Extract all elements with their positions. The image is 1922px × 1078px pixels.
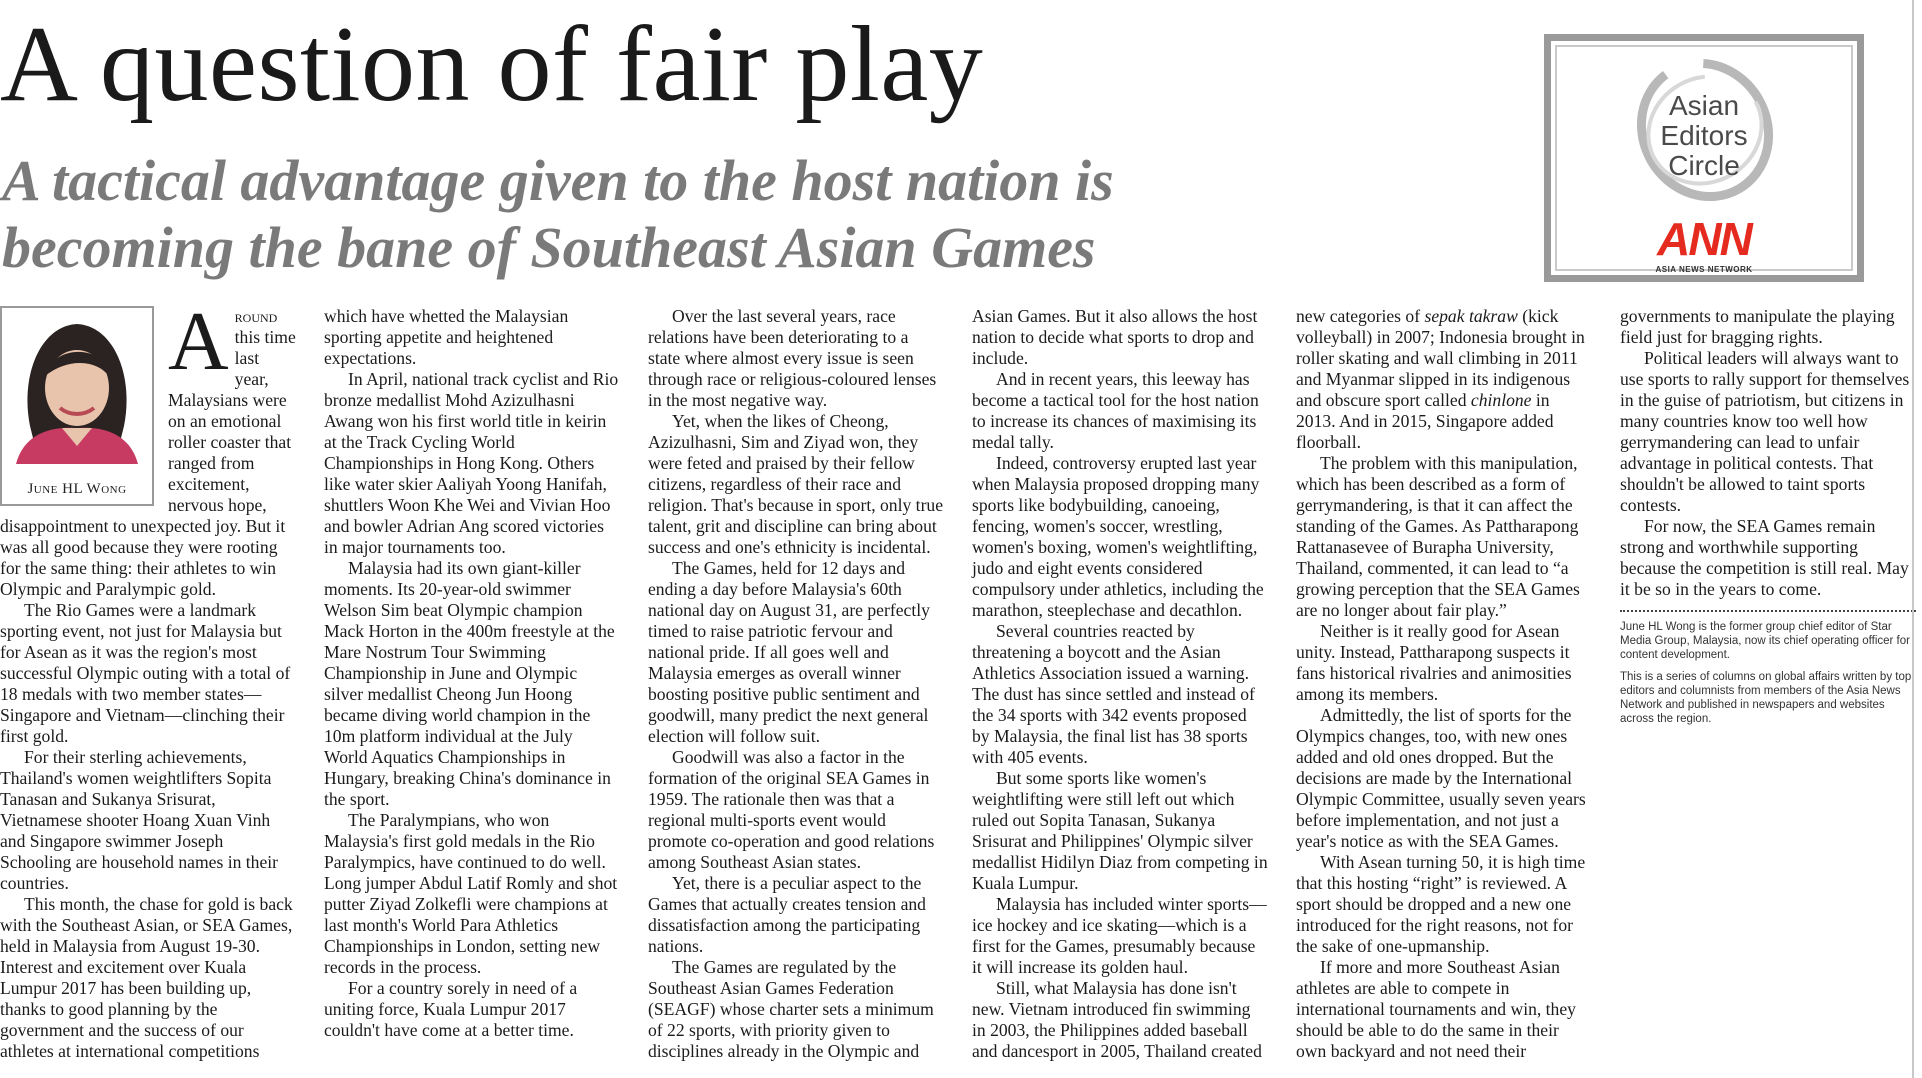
bio-line-2: This is a series of columns on global affairs written by top editors and columnists from members of the Asia News Network and published in newspapers and websites across the region. (1620, 671, 1912, 725)
headline: A question of fair play (0, 5, 984, 124)
paragraph-4: This month, the chase for gold is back with the Southeast Asian, or SEA Games, held in Malaysia from August 19-30. Interest and excitement over Kuala Lumpur 2017 has been building up, thanks to good planning by the government and the success of our athletes at international competitions which have whetted the Malaysian sporting appetite and heightened expectations. (0, 306, 569, 1061)
author-portrait-icon (10, 316, 144, 464)
paragraph-20-part-a: Still, what Malaysia has done isn't new. Vietnam introduced fin swimming in 2003, the Philippines added baseball and dancesport in 2005, Thailand created new categories of (972, 306, 1425, 1061)
paragraph-22: Neither is it really good for Asean unity. Instead, Pattharapong suspects it fans historical rivalries and animosities among its members. (1296, 621, 1572, 704)
paragraph-9: Over the last several years, race relations have been deteriorating to a state where almost every issue is seen through race or religious-coloured lenses in the most negative way. (648, 306, 937, 410)
paragraph-23: Admittedly, the list of sports for the Olympics changes, too, with new ones added and old ones dropped. But the decisions are made by the International Olympic Committee, usually seven years before implementation, and not just a year's notice as with the SEA Games. (1296, 705, 1586, 851)
paragraph-5: In April, national track cyclist and Rio bronze medallist Mohd Azizulhasni Awang won his first world title in keirin at the Track Cycling World Championships in Hong Kong. Others like water skier Aaliyah Yoong Hanifah, shuttlers Woon Khe Wei and Vivian Hoo and bowler Adrian Ang scored victories in major tournaments too. (324, 369, 619, 557)
paragraph-11: The Games, held for 12 days and ending a day before Malaysia's 60th national day on August 31, are perfectly timed to raise patriotic fervour and national pride. If all goes well and Malaysia emerges as overall winner boosting positive public sentiment and goodwill, many predict the next general election will follow suit. (648, 558, 930, 746)
logo-text-line3: Circle (1668, 150, 1740, 181)
paragraph-13: Yet, there is a peculiar aspect to the Games that actually creates tension and dissatisfaction among the participating nations. (648, 873, 926, 956)
emphasis-chinlone: chinlone (1470, 390, 1532, 410)
right-edge-rule (1912, 0, 1914, 1078)
asian-editors-circle-logo (1544, 34, 1864, 282)
paragraph-6: Malaysia had its own giant-killer moments. Its 20-year-old swimmer Welson Sim beat Olympic champion Mack Horton in the 400m freestyle at the Mare Nostrum Tour Swimming Championship in June and Olympic silver medallist Cheong Jun Hoong became diving world champion in the 10m platform individual at the July World Aquatics Championships in Hungary, breaking China's dominance in the sport. (324, 558, 615, 809)
paragraph-26: Political leaders will always want to use sports to rally support for themselves in the guise of patriotism, but citizens in many countries know too well how gerrymandering can lead to unfair advantage in political contests. That shouldn't be allowed to taint sports contests. (1620, 348, 1910, 515)
paragraph-24: With Asean turning 50, it is high time that this hosting “right” is reviewed. A sport should be dropped and a new one introduced for the right reasons, not for the sake of one-upmanship. (1296, 852, 1586, 956)
paragraph-25: If more and more Southeast Asian athletes are able to compete in international tournaments and win, they should be able to do the same in their own backyard and not need their governments to manipulate the playing field just for bragging rights. (1296, 306, 1895, 1061)
paragraph-18: But some sports like women's weightlifting were still left out which ruled out Sopita Tanasan, Sukanya Srisurat and Philippines' Olympic silver medallist Hidilyn Diaz from competing in Kuala Lumpur. (972, 768, 1268, 893)
bio-line-1: June HL Wong is the former group chief editor of Star Media Group, Malaysia, now its chief operating officer for content development. (1620, 621, 1910, 661)
paragraph-19: Malaysia has included winter sports—ice hockey and ice skating—which is a first for the Games, presumably because it will increase its golden haul. (972, 894, 1267, 977)
paragraph-21: The problem with this manipulation, which has been described as a form of gerrymandering, is that it can affect the standing of the Games. As Pattharapong Rattanasevee of Burapha University, Thailand, commented, it can lead to “a growing perception that the SEA Games are no longer about fair play.” (1296, 453, 1580, 620)
lead-word: round (234, 306, 278, 326)
paragraph-15: And in recent years, this leeway has become a tactical tool for the host nation to increase its chances of maximising its medal tally. (972, 369, 1259, 452)
paragraph-17: Several countries reacted by threatening a boycott and the Asian Athletics Association issued a warning. The dust has since settled and instead of the 34 sports with 342 events proposed by Malaysia, the final list has 38 sports with 405 events. (972, 621, 1255, 767)
paragraph-10: Yet, when the likes of Cheong, Azizulhasni, Sim and Ziyad won, they were feted and praised by their fellow citizens, regardless of their race and religion. That's because in sport, only true talent, grit and discipline can bring about success and one's ethnicity is incidental. (648, 411, 944, 557)
paragraph-12: Goodwill was also a factor in the formation of the original SEA Games in 1959. The rationale then was that a regional multi-sports event would promote co-operation and good relations among Southeast Asian states. (648, 747, 935, 872)
author-photo (0, 306, 154, 506)
paragraph-2: The Rio Games were a landmark sporting event, not just for Malaysia but for Asean as it was the region's most successful Olympic outing with a total of 18 medals with two member states—Singapore and Vietnam—clinching their first gold. (0, 600, 291, 746)
emphasis-sepak-takraw: sepak takraw (1424, 306, 1518, 326)
deck-subheadline: A tactical advantage given to the host nation is becoming the bane of Southeast Asian Games (2, 148, 1114, 280)
paragraph-20-part-c: in 2013. And in 2015, Singapore added floorball. (1296, 390, 1554, 452)
paragraph-16: Indeed, controversy erupted last year when Malaysia proposed dropping many sports like bodybuilding, canoeing, fencing, women's soccer, wrestling, women's boxing, women's weightlifting, judo and eight events considered compulsory under athletics, including the marathon, steeplechase and decathlon. (972, 453, 1264, 620)
paragraph-14: The Games are regulated by the Southeast Asian Games Federation (SEAGF) whose charter sets a minimum of 22 sports, with priority given to disciplines already in the Olympic and Asian Games. But it also allows the host nation to decide what sports to drop and include. (648, 306, 1258, 1061)
paragraph-20-part-b: (kick volleyball) in 2007; Indonesia brought in roller skating and wall climbing in 2011 and Myanmar slipped in its indigenous and obscure sport called (1296, 306, 1585, 410)
paragraph-27: For now, the SEA Games remain strong and worthwhile supporting because the competition is still real. May it be so in the years to come. (1620, 516, 1909, 599)
ann-logo-subtitle: ASIA NEWS NETWORK (1655, 265, 1753, 274)
logo-text-line1: Asian (1668, 90, 1740, 121)
dropcap: A (168, 295, 229, 388)
paragraph-8: For a country sorely in need of a uniting force, Kuala Lumpur 2017 couldn't have come at a better time. (324, 978, 578, 1040)
ann-logo: ANN (1657, 213, 1751, 265)
author-bio (1620, 610, 1916, 726)
paragraph-3: For their sterling achievements, Thailand's women weightlifters Sopita Tanasan and Sukanya Srisurat, Vietnamese shooter Hoang Xuan Vinh and Singapore swimmer Joseph Schooling are household names in their countries. (0, 747, 279, 893)
paragraph-1-text: this time last year, Malaysians were on an emotional roller coaster that ranged from excitement, nervous hope, disappointment to unexpected joy. But it was all good because they were rooting for the same thing: their athletes to win Olympic and Paralympic gold. (0, 327, 296, 599)
article-body (0, 295, 1916, 1076)
author-caption: June HL Wong (27, 481, 127, 497)
paragraph-7: The Paralympians, who won Malaysia's first gold medals in the Rio Paralympics, have continued to do well. Long jumper Abdul Latif Romly and shot putter Ziyad Zolkefli were champions at last month's World Para Athletics Championships in London, setting new records in the process. (324, 810, 618, 977)
logo-text-line2: Editors (1660, 120, 1748, 151)
